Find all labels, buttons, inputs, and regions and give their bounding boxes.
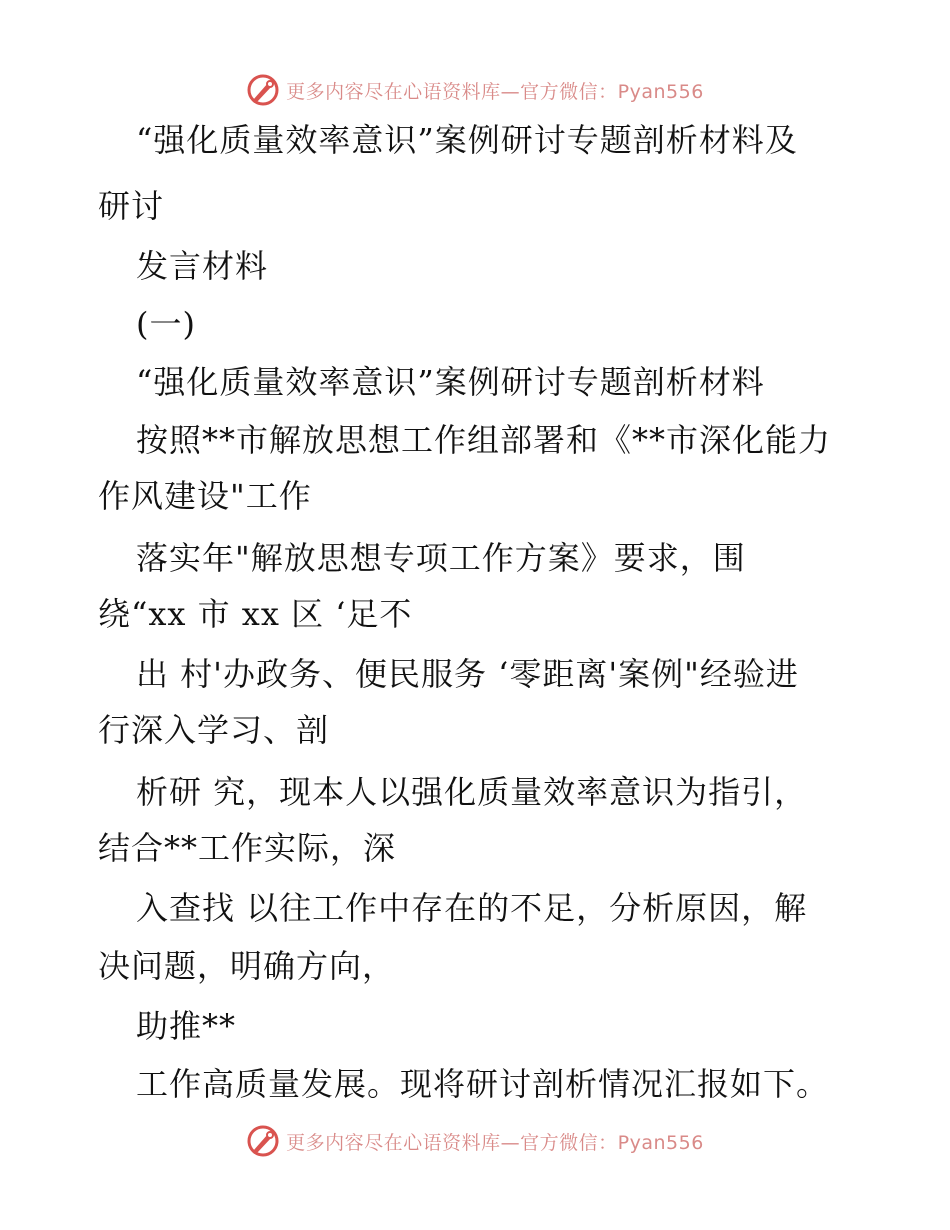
watermark-header [0,72,950,108]
watermark-text: 更多内容尽在心语资料库—官方微信：Pyan556 [286,1131,704,1154]
watermark-footer [0,1123,950,1159]
watermark-text: 更多内容尽在心语资料库—官方微信：Pyan556 [286,80,704,103]
pen-logo-icon [246,1124,280,1158]
paragraph-line: 析研 究，现本人以强化质量效率意识为指引， [136,773,808,811]
paragraph-line: 作风建设"工作 [98,477,312,515]
section-number: (一) [136,305,196,343]
paragraph-line: 绕“xx 市 xx 区 ‘足不 [98,595,413,633]
title-line-2: 研讨 [98,187,165,225]
paragraph-line: 工作高质量发展。现将研讨剖析情况汇报如下。 [136,1065,830,1103]
title-line-1: “强化质量效率意识”案例研讨专题剖析材料及 [136,121,798,159]
paragraph-line: 出 村'办政务、便民服务 ‘零距离'案例"经验进 [136,655,799,693]
paragraph-line: 决问题，明确方向， [98,947,396,985]
paragraph-line: 按照**市解放思想工作组部署和《**市深化能力 [136,421,832,459]
title-line-3: 发言材料 [136,247,269,285]
paragraph-line: 结合**工作实际，深 [98,829,397,867]
paragraph-line: 落实年"解放思想专项工作方案》要求，围 [136,539,746,577]
paragraph-line: 助推** [136,1007,237,1045]
paragraph-line: 行深入学习、剖 [98,711,330,749]
paragraph-line: 入查找 以往工作中存在的不足，分析原因，解 [136,889,808,927]
section-heading: “强化质量效率意识”案例研讨专题剖析材料 [136,363,765,401]
pen-logo-icon [246,73,280,107]
